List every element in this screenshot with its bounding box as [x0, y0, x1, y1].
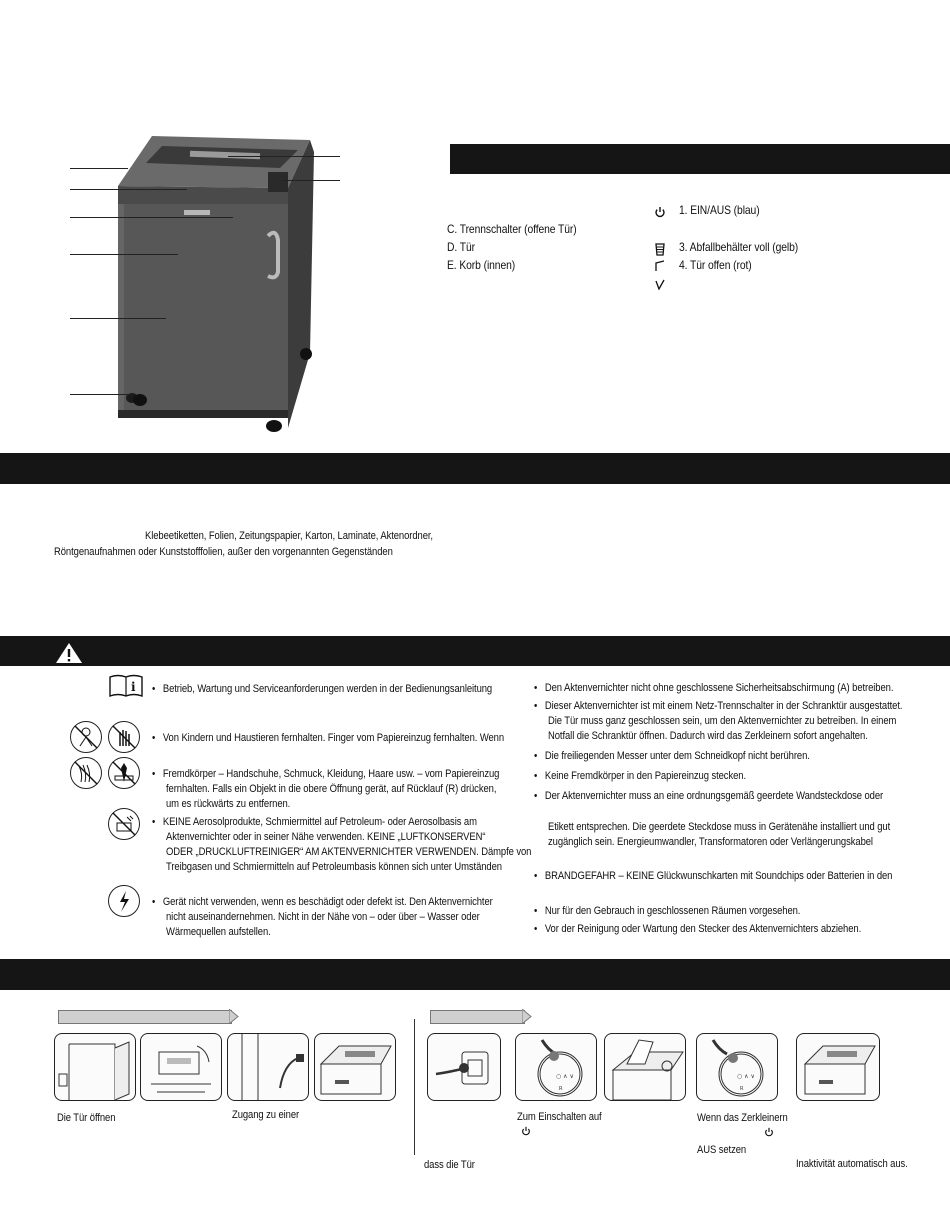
- safety-left-3: • Fremdkörper – Handschuhe, Schmuck, Kleidung, Haare usw. – vom Papiereinzug: [152, 768, 500, 780]
- safety-left-2: • Von Kindern und Haustieren fernhalten. Finger vom Papiereinzug fernhalten. Wenn: [152, 732, 505, 744]
- safety-left-6: • KEINE Aerosolprodukte, Schmiermittel auf Petroleum- oder Aerosolbasis am: [152, 816, 477, 828]
- step-arrow-bar-left: [58, 1010, 232, 1024]
- callout-line-2: [70, 189, 187, 190]
- safety-left-10: • Gerät nicht verwenden, wenn es beschädigt oder defekt ist. Den Aktenvernichter: [152, 896, 493, 908]
- step-frame-power-off: [696, 1033, 778, 1101]
- indicator-power: 1. EIN/AUS (blau): [679, 203, 760, 217]
- safety-right-text-7: Der Aktenvernichter muss an eine ordnungsgemäß geerdete Wandsteckdose oder: [544, 790, 884, 802]
- safety-band: [0, 636, 950, 666]
- indicator-bin-full: 3. Abfallbehälter voll (gelb): [679, 240, 799, 254]
- power-icon: [654, 206, 666, 218]
- reverse-icon: [654, 278, 666, 290]
- step-frame-plug: [427, 1033, 501, 1101]
- safety-right-6: • Keine Fremdkörper in den Papiereinzug stecken.: [534, 770, 746, 782]
- step-frame-shredder-end: [796, 1033, 880, 1101]
- indicator-door-open: 4. Tür offen (rot): [679, 258, 752, 272]
- warning-triangle-icon: [54, 641, 84, 665]
- safety-left-5: um es rückwärts zu entfernen.: [166, 798, 291, 810]
- part-e: E. Korb (innen): [447, 258, 516, 272]
- safety-right-text-1: Den Aktenvernichter nicht ohne geschlossene Sicherheitsabschirmung (A) betreiben.: [544, 682, 894, 694]
- callout-line-4: [70, 254, 178, 255]
- svg-text:○ ∧ ∨: ○ ∧ ∨: [556, 1073, 574, 1080]
- step-frame-interior: [140, 1033, 222, 1101]
- safety-right-text-6: Keine Fremdkörper in den Papiereinzug stecken.: [544, 770, 746, 782]
- safety-left-text-6: KEINE Aerosolprodukte, Schmiermittel auf Petroleum- oder Aerosolbasis am: [162, 816, 477, 828]
- safety-left-9: Treibgasen und Schmiermitteln auf Petroleumbasis können sich unter Umständen: [166, 861, 502, 873]
- caption-power-on: Zum Einschalten auf: [517, 1111, 602, 1123]
- svg-text:○ ∧ ∨: ○ ∧ ∨: [737, 1073, 755, 1080]
- manual-info-icon: [108, 674, 144, 698]
- safety-left-11: nicht auseinandernehmen. Nicht in der Nähe von – oder über – Wasser oder: [166, 911, 480, 923]
- aerosol-prohibited-icon: [108, 808, 140, 840]
- power-icon: [764, 1127, 774, 1137]
- svg-text:i: i: [131, 680, 136, 694]
- electric-shock-icon: [108, 885, 140, 917]
- safety-right-5: • Die freiliegenden Messer unter dem Schneidkopf nicht berühren.: [534, 750, 810, 762]
- caption-when-shredding: Wenn das Zerkleinern: [697, 1112, 788, 1124]
- safety-left-7: Aktenvernichter oder in seiner Nähe verwenden. KEINE „LUFTKONSERVEN“: [166, 831, 486, 843]
- svg-text:R: R: [559, 1086, 563, 1092]
- safety-right-12: • Vor der Reinigung oder Wartung den Stecker des Aktenvernichters abziehen.: [534, 923, 862, 935]
- safety-right-11: • Nur für den Gebrauch in geschlossenen Räumen vorgesehen.: [534, 905, 801, 917]
- part-c: C. Trennschalter (offene Tür): [447, 222, 577, 236]
- step-frame-feed-paper: [604, 1033, 686, 1101]
- steps-divider: [414, 1019, 415, 1155]
- power-icon: [521, 1126, 531, 1136]
- safety-right-9: zugänglich sein. Energieumwandler, Transformatoren oder Verlängerungskabel: [548, 836, 873, 848]
- part-d: D. Tür: [447, 240, 475, 254]
- child-prohibited-icon: [70, 721, 102, 753]
- callout-line-6: [70, 394, 132, 395]
- safety-right-text-5: Die freiliegenden Messer unter dem Schneidkopf nicht berühren.: [544, 750, 810, 762]
- safety-right-4: Notfall die Schranktür öffnen. Dadurch wird das Zerkleinern sofort angehalten.: [548, 730, 868, 742]
- hand-prohibited-icon: [108, 721, 140, 753]
- bin-full-icon: [654, 242, 666, 256]
- safety-left-8: ODER „DRUCKLUFTREINIGER“ AM AKTENVERNICHTER VERWENDEN. Dämpfe von: [166, 846, 532, 858]
- callout-line-1: [70, 168, 128, 169]
- callout-line-3: [70, 217, 233, 218]
- caption-inactivity: Inaktivität automatisch aus.: [796, 1158, 908, 1170]
- shred-note-line-2: Röntgenaufnahmen oder Kunststofffolien, außer den vorgenannten Gegenständen: [54, 546, 393, 558]
- shred-note-line-1: Klebeetiketten, Folien, Zeitungspapier, Karton, Laminate, Aktenordner,: [145, 530, 433, 542]
- safety-right-7: • Der Aktenvernichter muss an eine ordnungsgemäß geerdete Wandsteckdose oder: [534, 790, 884, 802]
- step-arrow-tip-right: [522, 1009, 532, 1024]
- step-frame-shredder-top: [314, 1033, 396, 1101]
- safety-left-text-3: Fremdkörper – Handschuhe, Schmuck, Kleidung, Haare usw. – vom Papiereinzug: [162, 768, 500, 780]
- safety-right-10: • BRANDGEFAHR – KEINE Glückwunschkarten mit Soundchips oder Batterien in den: [534, 870, 893, 882]
- step-frame-open-door: [54, 1033, 136, 1101]
- section-band-2: [0, 453, 950, 484]
- safety-left-text-2: Von Kindern und Haustieren fernhalten. Finger vom Papiereinzug fernhalten. Wenn: [162, 732, 505, 744]
- safety-right-text-2: Dieser Aktenvernichter ist mit einem Netz-Trennschalter in der Schranktür ausgestattet.: [544, 700, 903, 712]
- section-band-bottom: [0, 959, 950, 990]
- step-frame-power-button: [515, 1033, 597, 1101]
- safety-left-12: Wärmequellen aufstellen.: [166, 926, 271, 938]
- callout-line-8: [283, 180, 340, 181]
- tie-prohibited-icon: [108, 757, 140, 789]
- safety-left-4: fernhalten. Falls ein Objekt in die obere Öffnung gerät, auf Rücklauf (R) drücken,: [166, 783, 497, 795]
- safety-left-1: • Betrieb, Wartung und Serviceanforderungen werden in der Bedienungsanleitung: [152, 683, 493, 695]
- step-arrow-bar-right: [430, 1010, 525, 1024]
- safety-right-1: • Den Aktenvernichter nicht ohne geschlossene Sicherheitsabschirmung (A) betreiben.: [534, 682, 894, 694]
- caption-off: AUS setzen: [697, 1144, 747, 1156]
- caption-open-door: Die Tür öffnen: [57, 1112, 116, 1124]
- header-band-features: [450, 144, 950, 174]
- safety-right-2: • Dieser Aktenvernichter ist mit einem Netz-Trennschalter in der Schranktür ausgestattet.: [534, 700, 903, 712]
- step-frame-cable: [227, 1033, 309, 1101]
- door-open-icon: [654, 260, 666, 272]
- safety-right-text-12: Vor der Reinigung oder Wartung den Stecker des Aktenvernichters abziehen.: [544, 923, 862, 935]
- callout-line-7: [228, 156, 340, 157]
- callout-line-5: [70, 318, 166, 319]
- safety-left-text-10: Gerät nicht verwenden, wenn es beschädigt oder defekt ist. Den Aktenvernichter: [162, 896, 493, 908]
- svg-text:R: R: [740, 1086, 744, 1092]
- hair-prohibited-icon: [70, 757, 102, 789]
- step-arrow-tip-left: [229, 1009, 239, 1024]
- safety-right-text-10: BRANDGEFAHR – KEINE Glückwunschkarten mit Soundchips oder Batterien in den: [544, 870, 893, 882]
- shredder-illustration: [110, 128, 325, 433]
- safety-right-text-11: Nur für den Gebrauch in geschlossenen Räumen vorgesehen.: [544, 905, 801, 917]
- safety-right-3: Die Tür muss ganz geschlossen sein, um den Aktenvernichter zu betreiben. In einem: [548, 715, 897, 727]
- safety-left-text-1: Betrieb, Wartung und Serviceanforderungen werden in der Bedienungsanleitung: [162, 683, 493, 695]
- caption-access: Zugang zu einer: [232, 1109, 300, 1121]
- caption-door-note: dass die Tür: [424, 1159, 475, 1171]
- safety-right-8: Etikett entsprechen. Die geerdete Steckdose muss in Gerätenähe installiert und gut: [548, 821, 891, 833]
